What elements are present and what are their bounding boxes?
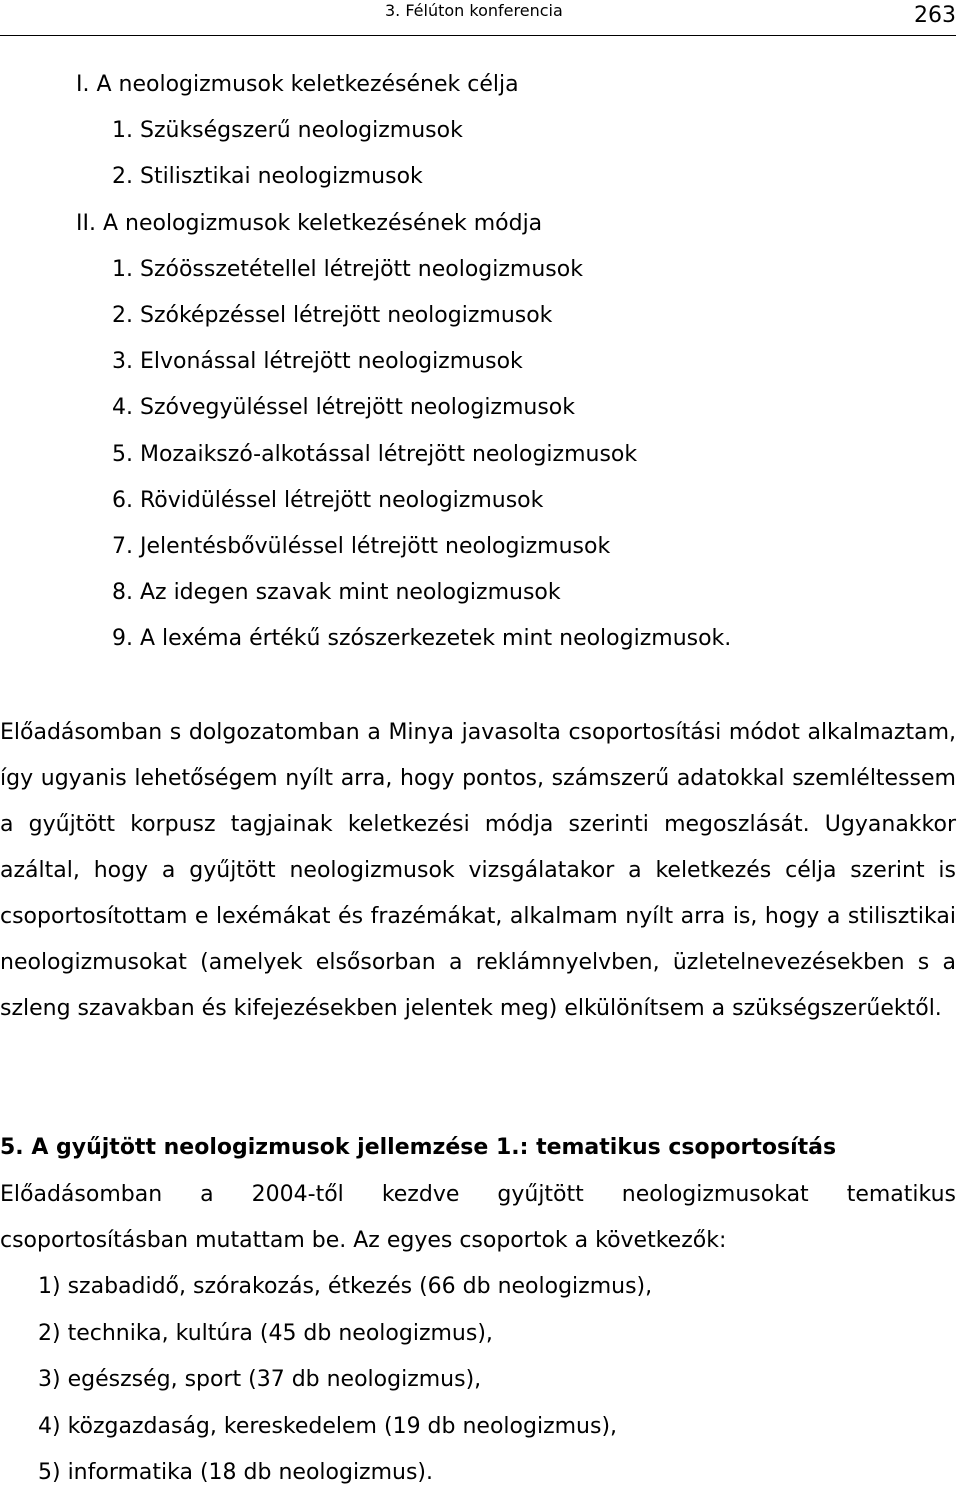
list-item: 1) szabadidő, szórakozás, étkezés (66 db neologizmus), [38,1274,653,1299]
outline-item: 6. Rövidüléssel létrejött neologizmusok [112,487,544,513]
outline-item: 1. Szóösszetétellel létrejött neologizmusok [112,256,583,282]
outline-item: 5. Mozaikszó-alkotással létrejött neologizmusok [112,441,638,467]
outline-item: 4. Szóvegyüléssel létrejött neologizmusok [112,395,576,421]
list-item: 2) technika, kultúra (45 db neologizmus), [38,1320,493,1346]
outline-item: 9. A lexéma értékű szószerkezetek mint neologizmusok. [112,626,732,652]
outline-item: 2. Stilisztikai neologizmusok [112,164,423,190]
list-item: 3) egészség, sport (37 db neologizmus), [38,1367,482,1392]
outline-item: 8. Az idegen szavak mint neologizmusok [112,580,561,606]
outline-item: 7. Jelentésbővüléssel létrejött neologizmusok [112,533,611,559]
outline-item: 3. Elvonással létrejött neologizmusok [112,349,523,375]
outline-item: I. A neologizmusok keletkezésének célja [76,72,519,97]
page-number: 263 [914,3,956,28]
outline-list [0,62,960,662]
header-rule [0,35,956,36]
thematic-group-list [0,1264,960,1497]
list-item: 5) informatika (18 db neologizmus). [38,1460,434,1485]
body-paragraph: Előadásomban s dolgozatomban a Minya javasolta csoportosítási módot alkalmaztam, így ugyanis lehetőségem nyílt arra, hogy pontos, számszerű adatokkal szemléltessem a gyűjtött korpusz tagjainak keletkezési módja szerinti megoszlását. Ugyanakkor azáltal, hogy a gyűjtött neologizmusok vizsgálatakor a keletkezés célja szerint is csoportosítottam e lexémákat és frazémákat, alkalmam nyílt arra is, hogy a stilisztikai neologizmusokat (amelyek elsősorban a reklámnyelvben, üzletelnevezésekben s a szleng szavakban és kifejezésekben jelentek meg) elkülönítsem a szükségszerűektől. [0,720,956,1021]
outline-item: 1. Szükségszerű neologizmusok [112,118,463,144]
outline-item: 2. Szóképzéssel létrejött neologizmusok [112,302,553,328]
list-item: 4) közgazdaság, kereskedelem (19 db neologizmus), [38,1413,618,1439]
running-title: 3. Félúton konferencia [385,1,563,20]
body-paragraph: Előadásomban a 2004-től kezdve gyűjtött neologizmusokat tematikus csoportosításban mutattam be. Az egyes csoportok a következők: [0,1182,956,1253]
outline-item: II. A neologizmusok keletkezésének módja [76,210,543,236]
page-header [0,0,960,40]
section-heading: 5. A gyűjtött neologizmusok jellemzése 1.: tematikus csoportosítás [0,1135,837,1160]
